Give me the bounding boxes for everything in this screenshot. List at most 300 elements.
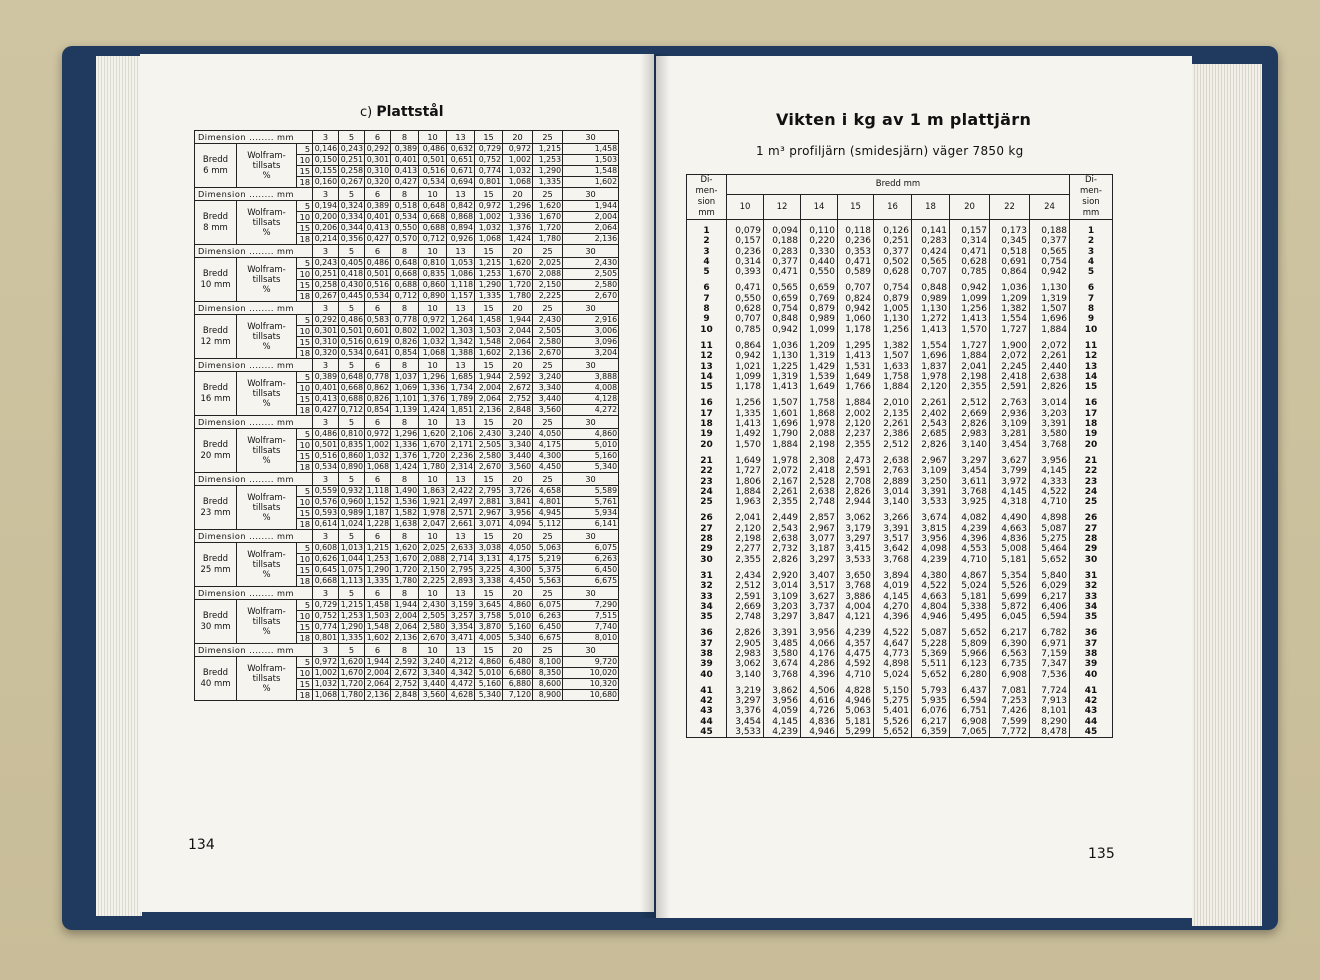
wolfram-word: Wolfram- [247,378,286,389]
weight-value: 2,967 [475,508,503,519]
weight-value: 3,611 [950,477,990,487]
weight-value: 5,275 [874,696,912,706]
thickness-header: 6 [365,188,391,201]
weight-value: 3,894 [874,571,912,581]
table-row [687,706,1113,716]
weight-value: 2,881 [475,497,503,508]
table-row [687,602,1113,612]
weight-value: 1,620 [391,543,419,554]
weight-value: 1,670 [503,269,533,280]
dimension-value-right: 26 [1070,513,1113,523]
weight-value: 7,724 [1030,686,1070,696]
bredd-header: Bredd mm [727,175,1070,195]
thickness-header: 5 [339,473,365,486]
weight-value: 0,079 [727,226,764,236]
weight-value: 2,261 [1030,351,1070,361]
weight-value: 1,118 [365,486,391,497]
weight-value: 1,727 [727,466,764,476]
dimension-header-row [195,644,619,657]
weight-value: 3,768 [1030,440,1070,450]
weight-value: 0,691 [990,257,1030,267]
weight-value: 5,024 [950,581,990,591]
dimension-value-right: 14 [1070,372,1113,382]
weight-value: 5,275 [1030,534,1070,544]
dimension-value-right: 32 [1070,581,1113,591]
dimension-value: 6 [687,283,727,293]
dimension-header-text: mm [1082,208,1100,218]
weight-value: 4,128 [563,394,619,405]
thickness-header: 3 [313,416,339,429]
weight-value: 5,340 [503,633,533,644]
weight-value: 0,430 [339,280,365,291]
weight-value: 0,292 [365,144,391,155]
weight-value: 0,576 [313,497,339,508]
table-row [195,315,619,326]
weight-value: 0,890 [339,462,365,473]
weight-value: 6,263 [533,611,563,622]
weight-value: 1,670 [419,440,447,451]
width-header: 15 [838,195,874,220]
wolfram-percent: 10 [297,440,313,451]
weight-value: 1,002 [365,440,391,451]
weight-value: 2,261 [764,487,801,497]
table-row [195,600,619,611]
thickness-header: 6 [365,473,391,486]
weight-value: 6,217 [990,628,1030,638]
wolfram-percent: 10 [297,554,313,565]
weight-value: 1,342 [447,337,475,348]
plattstal-table [194,130,619,701]
weight-value: 5,652 [950,628,990,638]
weight-value: 0,712 [419,234,447,245]
weight-value: 3,560 [419,690,447,701]
weight-value: 2,277 [727,544,764,554]
dimension-value-right: 34 [1070,602,1113,612]
weight-value: 1,253 [339,611,365,622]
weight-value: 1,002 [475,212,503,223]
weight-value: 3,014 [764,581,801,591]
weight-value: 0,894 [447,223,475,234]
thickness-header: 30 [563,587,619,600]
weight-value: 0,301 [365,155,391,166]
weight-value: 3,580 [764,649,801,659]
weight-value: 0,413 [391,166,419,177]
weight-value: 4,710 [950,555,990,565]
weight-value: 1,021 [727,362,764,372]
weight-value: 1,548 [365,622,391,633]
dimension-value-right: 33 [1070,592,1113,602]
weight-value: 2,314 [447,462,475,473]
dimension-value-right: 1 [1070,226,1113,236]
table-row [687,456,1113,466]
weight-value: 1,209 [990,294,1030,304]
percent-sign: % [262,398,271,409]
weight-value: 3,471 [447,633,475,644]
weight-value: 5,024 [874,670,912,680]
wolfram-percent: 18 [297,576,313,587]
weight-value: 2,633 [447,543,475,554]
weight-value: 1,884 [764,440,801,450]
weight-value: 3,454 [950,466,990,476]
table-row [687,670,1113,680]
dimension-value: 37 [687,639,727,649]
weight-value: 1,060 [838,314,874,324]
thickness-header: 15 [475,530,503,543]
weight-value: 2,580 [419,622,447,633]
dimension-value: 11 [687,341,727,351]
weight-value: 5,181 [990,555,1030,565]
weight-value: 1,413 [912,325,950,335]
thickness-header: 25 [533,245,563,258]
weight-value: 3,338 [475,576,503,587]
weight-value: 5,160 [563,451,619,462]
weight-value: 5,495 [950,612,990,622]
weight-value: 0,848 [912,283,950,293]
weight-value: 3,219 [727,686,764,696]
weight-value: 1,780 [419,462,447,473]
weight-value: 6,680 [503,668,533,679]
weight-value: 3,391 [874,524,912,534]
weight-value: 1,099 [950,294,990,304]
weight-value: 1,424 [391,462,419,473]
weight-value: 0,648 [419,201,447,212]
weight-value: 4,522 [1030,487,1070,497]
weight-value: 0,754 [874,283,912,293]
weight-value: 0,314 [950,236,990,246]
table-row [687,639,1113,649]
dimension-value: 35 [687,612,727,622]
weight-value: 1,024 [339,519,365,530]
dimension-value-right: 19 [1070,429,1113,439]
weight-value: 3,454 [727,717,764,727]
weight-value: 1,376 [503,223,533,234]
weight-value: 4,300 [503,565,533,576]
weight-value: 4,396 [874,612,912,622]
dimension-value-right: 16 [1070,398,1113,408]
weight-value: 2,004 [391,611,419,622]
weight-value: 1,884 [727,487,764,497]
dimension-label: Dimension ........ mm [195,245,313,258]
weight-value: 4,710 [838,670,874,680]
weight-value: 1,382 [990,304,1030,314]
weight-value: 2,136 [391,633,419,644]
weight-value: 1,228 [365,519,391,530]
weight-value: 0,251 [874,236,912,246]
weight-value: 2,848 [503,405,533,416]
dimension-value-right: 27 [1070,524,1113,534]
weight-value: 1,272 [912,314,950,324]
weight-value: 0,835 [419,269,447,280]
weight-value: 5,063 [838,706,874,716]
bredd-word: Bredd [202,325,229,336]
weight-value: 1,944 [563,201,619,212]
weight-value: 1,978 [912,372,950,382]
weight-value: 2,072 [1030,341,1070,351]
weight-value: 5,228 [912,639,950,649]
dimension-value: 24 [687,487,727,497]
thickness-header: 8 [391,188,419,201]
weight-value: 1,099 [801,325,838,335]
weight-value: 4,005 [475,633,503,644]
weight-value: 2,638 [764,534,801,544]
table-row [687,283,1113,293]
thickness-header: 20 [503,473,533,486]
weight-value: 3,297 [950,456,990,466]
weight-value: 1,296 [503,201,533,212]
weight-value: 4,945 [533,508,563,519]
weight-value: 2,826 [912,440,950,450]
weight-value: 1,335 [475,291,503,302]
dimension-value: 41 [687,686,727,696]
weight-value: 0,534 [391,212,419,223]
weight-value: 3,266 [874,513,912,523]
weight-value: 2,889 [874,477,912,487]
thickness-header: 3 [313,131,339,144]
tillsats-word: tillsats [252,331,281,342]
weight-value: 1,696 [764,419,801,429]
bredd-label [195,201,237,245]
weight-value: 0,752 [313,611,339,622]
weight-value: 0,243 [339,144,365,155]
dimension-header-right [1070,175,1113,220]
dimension-value: 22 [687,466,727,476]
weight-value: 4,121 [838,612,874,622]
weight-value: 2,672 [391,668,419,679]
weight-value: 6,217 [1030,592,1070,602]
weight-value: 1,069 [391,383,419,394]
weight-value: 4,490 [990,513,1030,523]
weight-value: 2,893 [447,576,475,587]
thickness-header: 15 [475,245,503,258]
dimension-value-right: 5 [1070,267,1113,277]
weight-value: 2,355 [727,555,764,565]
weight-value: 0,565 [912,257,950,267]
weight-value: 0,628 [727,304,764,314]
weight-value: 1,037 [391,372,419,383]
weight-value: 2,430 [419,600,447,611]
weight-value: 3,014 [1030,398,1070,408]
dimension-value-right: 2 [1070,236,1113,246]
weight-value: 0,879 [874,294,912,304]
dimension-header-row [195,473,619,486]
weight-value: 0,401 [313,383,339,394]
weight-value: 0,518 [990,247,1030,257]
dimension-value: 25 [687,497,727,507]
weight-value: 3,014 [874,487,912,497]
bredd-width: 8 mm [203,222,228,233]
weight-value: 2,512 [874,440,912,450]
wolfram-percent: 15 [297,166,313,177]
weight-value: 2,355 [764,497,801,507]
weight-value: 2,150 [419,565,447,576]
weight-value: 5,087 [912,628,950,638]
weight-value: 3,077 [801,534,838,544]
weight-value: 2,983 [950,429,990,439]
weight-value: 0,258 [313,280,339,291]
weight-value: 1,978 [764,456,801,466]
table-row [195,429,619,440]
tillsats-word: tillsats [252,217,281,228]
weight-value: 3,354 [447,622,475,633]
weight-value: 2,638 [801,487,838,497]
weight-value: 2,708 [838,477,874,487]
weight-value: 1,290 [475,280,503,291]
weight-value: 1,944 [475,372,503,383]
weight-value: 1,013 [339,543,365,554]
thickness-header: 20 [503,302,533,315]
weight-value: 4,059 [764,706,801,716]
weight-value: 0,868 [447,212,475,223]
thickness-header: 20 [503,530,533,543]
weight-value: 0,972 [313,657,339,668]
bredd-label [195,543,237,587]
weight-value: 6,390 [990,639,1030,649]
table-row [687,419,1113,429]
weight-value: 5,112 [533,519,563,530]
weight-value: 1,944 [391,600,419,611]
weight-value: 0,310 [365,166,391,177]
weight-value: 0,516 [419,166,447,177]
weight-value: 1,458 [365,600,391,611]
weight-value: 0,330 [801,247,838,257]
weight-value: 4,145 [990,487,1030,497]
weight-value: 4,050 [503,543,533,554]
weight-value: 4,836 [990,534,1030,544]
table-row [687,257,1113,267]
weight-value: 5,652 [874,727,912,738]
weight-value: 0,389 [365,201,391,212]
weight-value: 4,710 [1030,497,1070,507]
table-row [687,294,1113,304]
weight-value: 6,450 [563,565,619,576]
weight-value: 7,253 [990,696,1030,706]
weight-value: 3,297 [801,555,838,565]
width-header: 18 [912,195,950,220]
weight-value: 1,490 [391,486,419,497]
weight-value: 2,795 [475,486,503,497]
wolfram-label [237,600,297,644]
weight-value: 3,140 [950,440,990,450]
weight-value: 3,560 [503,462,533,473]
percent-sign: % [262,626,271,637]
plattjarn-table [686,174,1113,738]
weight-value: 0,583 [365,315,391,326]
weight-value: 3,109 [990,419,1030,429]
weight-value: 2,418 [990,372,1030,382]
weight-value: 1,633 [874,362,912,372]
weight-value: 4,836 [801,717,838,727]
weight-value: 1,215 [339,600,365,611]
weight-value: 1,582 [391,508,419,519]
weight-value: 3,440 [533,394,563,405]
weight-value: 0,707 [838,283,874,293]
weight-value: 2,025 [533,258,563,269]
weight-value: 2,225 [533,291,563,302]
weight-value: 0,942 [838,304,874,314]
left-page-edges [96,56,142,916]
thickness-header: 25 [533,188,563,201]
dimension-value: 44 [687,717,727,727]
plattjarn-table-wrap [686,174,1112,738]
weight-value: 2,670 [563,291,619,302]
weight-value: 0,926 [447,234,475,245]
table-row [687,659,1113,669]
weight-value: 2,261 [874,419,912,429]
book-gutter [640,54,670,918]
dimension-value-right: 9 [1070,314,1113,324]
weight-value: 3,674 [912,513,950,523]
weight-value: 0,377 [764,257,801,267]
thickness-header: 15 [475,131,503,144]
weight-value: 0,960 [339,497,365,508]
weight-value: 1,382 [874,341,912,351]
dimension-value-right: 43 [1070,706,1113,716]
weight-value: 1,531 [838,362,874,372]
weight-value: 3,517 [801,581,838,591]
weight-value: 1,319 [801,351,838,361]
dimension-value-right: 11 [1070,341,1113,351]
weight-value: 4,176 [801,649,838,659]
weight-value: 1,536 [391,497,419,508]
table-row [195,543,619,554]
weight-value: 0,628 [874,267,912,277]
weight-value: 0,601 [365,326,391,337]
weight-value: 3,726 [503,486,533,497]
weight-value: 3,533 [838,555,874,565]
thickness-header: 8 [391,302,419,315]
weight-value: 1,921 [419,497,447,508]
weight-value: 5,563 [533,576,563,587]
weight-value: 2,669 [950,409,990,419]
weight-value: 5,511 [912,659,950,669]
weight-value: 0,118 [838,226,874,236]
weight-value: 3,140 [874,497,912,507]
dimension-value-right: 15 [1070,382,1113,392]
weight-value: 1,319 [1030,294,1070,304]
weight-value: 1,178 [727,382,764,392]
weight-value: 4,628 [447,690,475,701]
wolfram-percent: 10 [297,269,313,280]
weight-value: 3,485 [764,639,801,649]
thickness-header: 20 [503,188,533,201]
dimension-label: Dimension ........ mm [195,359,313,372]
weight-value: 2,967 [912,456,950,466]
weight-value: 2,010 [874,398,912,408]
wolfram-label [237,486,297,530]
table-row [687,247,1113,257]
thickness-header: 10 [419,188,447,201]
dimension-header-row [195,131,619,144]
wolfram-percent: 18 [297,348,313,359]
dimension-value-right: 21 [1070,456,1113,466]
thickness-header: 3 [313,302,339,315]
weight-value: 2,171 [447,440,475,451]
weight-value: 2,826 [838,487,874,497]
weight-value: 1,253 [475,269,503,280]
weight-value: 0,645 [313,565,339,576]
weight-value: 2,857 [801,513,838,523]
weight-value: 1,758 [801,398,838,408]
weight-value: 0,534 [313,462,339,473]
weight-value: 3,533 [912,497,950,507]
wolfram-percent: 5 [297,258,313,269]
weight-value: 1,388 [447,348,475,359]
weight-value: 4,773 [874,649,912,659]
weight-value: 2,670 [419,633,447,644]
weight-value: 3,297 [838,534,874,544]
tillsats-word: tillsats [252,616,281,627]
weight-value: 0,972 [419,315,447,326]
